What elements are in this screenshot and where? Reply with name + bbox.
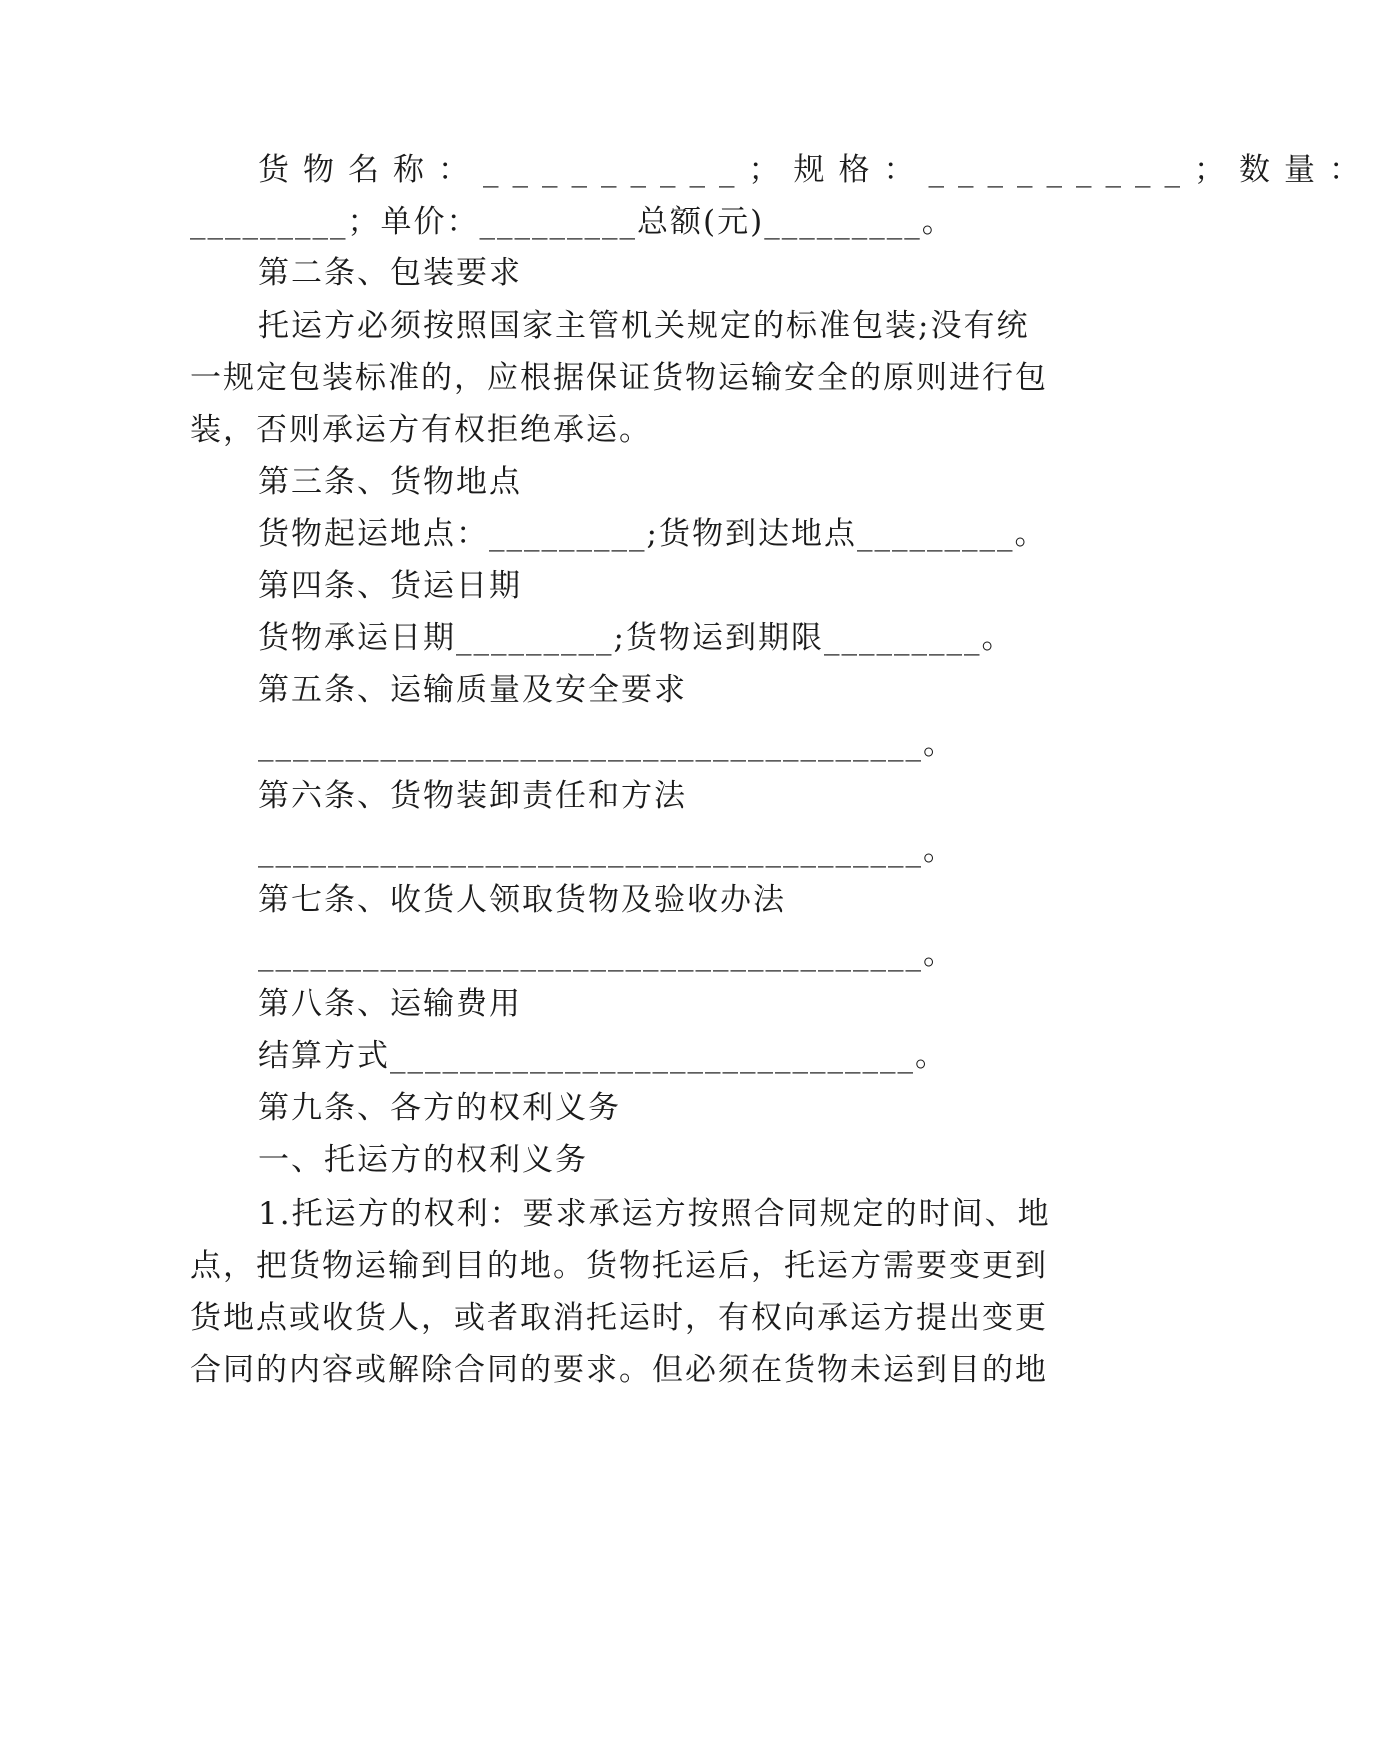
article-6-blank: ______________________________________。 [258, 832, 956, 868]
article-2-para-line-1: 托运方必须按照国家主管机关规定的标准包装;没有统 [258, 308, 1030, 344]
article-5-heading: 第五条、运输质量及安全要求 [258, 672, 687, 708]
article-3-line: 货物起运地点：_________;货物到达地点_________。 [258, 516, 1048, 552]
article-8-line: 结算方式______________________________。 [258, 1038, 948, 1074]
article-2-para-line-2: 一规定包装标准的，应根据保证货物运输安全的原则进行包 [190, 360, 1048, 396]
article-2-heading: 第二条、包装要求 [258, 255, 522, 291]
shipper-rights-para-line-4: 合同的内容或解除合同的要求。但必须在货物未运到目的地 [190, 1352, 1048, 1388]
article-3-heading: 第三条、货物地点 [258, 464, 522, 500]
article-2-para-line-3: 装，否则承运方有权拒绝承运。 [190, 412, 652, 448]
shipper-rights-para-line-3: 货地点或收货人，或者取消托运时，有权向承运方提出变更 [190, 1300, 1048, 1336]
article-6-heading: 第六条、货物装卸责任和方法 [258, 778, 687, 814]
shipper-rights-heading: 一、托运方的权利义务 [258, 1142, 588, 1178]
article-7-heading: 第七条、收货人领取货物及验收办法 [258, 882, 786, 918]
price-info-line: _________；单价：_________总额(元)_________。 [190, 204, 955, 240]
article-8-heading: 第八条、运输费用 [258, 986, 522, 1022]
article-5-blank: ______________________________________。 [258, 726, 956, 762]
article-9-heading: 第九条、各方的权利义务 [258, 1090, 621, 1126]
article-4-heading: 第四条、货运日期 [258, 568, 522, 604]
shipper-rights-para-line-2: 点，把货物运输到目的地。货物托运后，托运方需要变更到 [190, 1248, 1048, 1284]
article-4-line: 货物承运日期_________;货物运到期限_________。 [258, 620, 1015, 656]
goods-info-line: 货物名称：_________；规格：_________；数量： [258, 152, 1374, 188]
shipper-rights-para-line-1: 1.托运方的权利：要求承运方按照合同规定的时间、地 [258, 1196, 1051, 1232]
article-7-blank: ______________________________________。 [258, 936, 956, 972]
